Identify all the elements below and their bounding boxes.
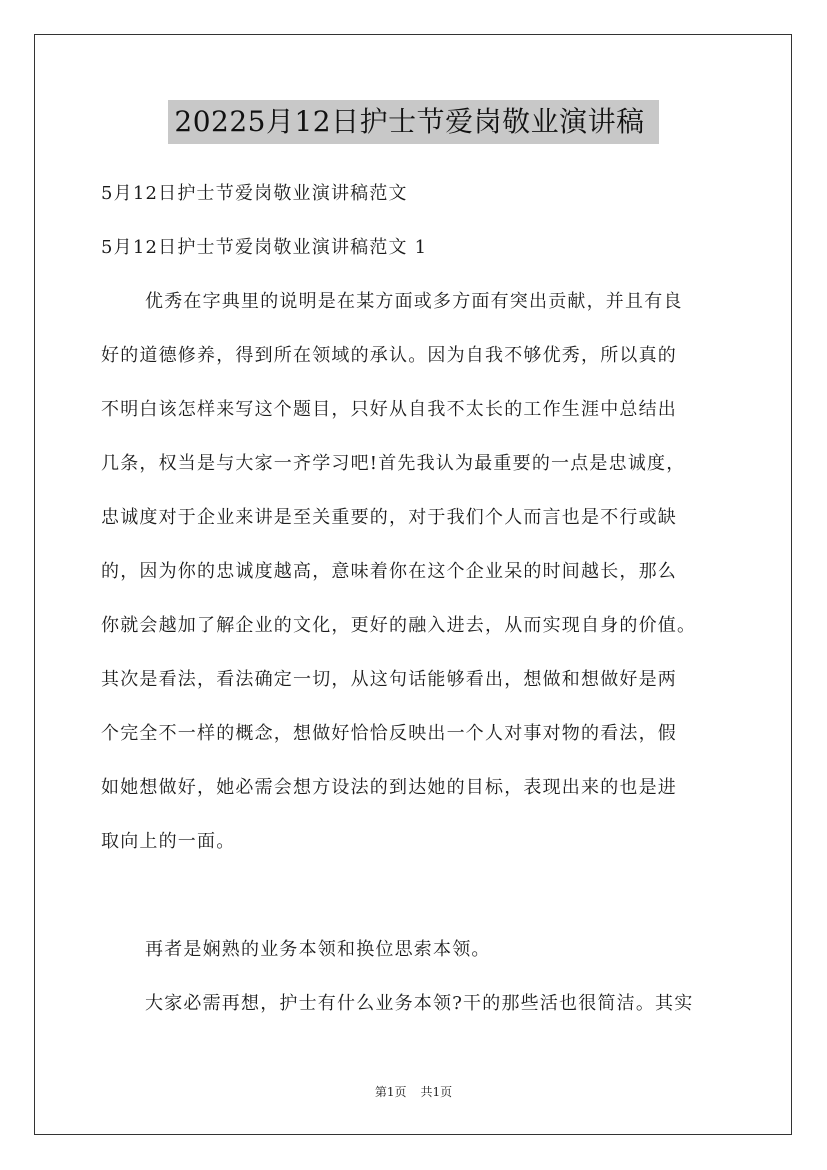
subtitle-line: 5月12日护士节爱岗敬业演讲稿范文 1 [101,237,428,258]
title-container [0,100,827,144]
subtitle-line: 5月12日护士节爱岗敬业演讲稿范文 [101,183,408,204]
page-footer [0,1084,827,1100]
paragraph-line: 其次是看法，看法确定一切，从这句话能够看出，想做和想做好是两 [101,669,677,690]
paragraph-line: 的，因为你的忠诚度越高，意味着你在这个企业呆的时间越长，那么 [101,561,677,582]
paragraph-line: 几条，权当是与大家一齐学习吧!首先我认为最重要的一点是忠诚度， [101,453,686,474]
document-title: 20225月12日护士节爱岗敬业演讲稿 [168,100,658,144]
paragraph-line: 你就会越加了解企业的文化，更好的融入进去，从而实现自身的价值。 [101,615,697,636]
paragraph-line: 忠诚度对于企业来讲是至关重要的，对于我们个人而言也是不行或缺 [101,507,677,528]
paragraph-line: 优秀在字典里的说明是在某方面或多方面有突出贡献，并且有良 [145,291,683,312]
page-number-current: 第1页 [374,1085,407,1099]
paragraph-line: 取向上的一面。 [101,831,236,852]
paragraph-2: 再者是娴熟的业务本领和换位思索本领。 [145,939,491,960]
paragraph-line: 好的道德修养，得到所在领域的承认。因为自我不够优秀，所以真的 [101,345,677,366]
paragraph-line: 个完全不一样的概念，想做好恰恰反映出一个人对事对物的看法，假 [101,723,677,744]
page-number-total: 共1页 [420,1085,453,1099]
paragraph-line: 如她想做好，她必需会想方设法的到达她的目标，表现出来的也是进 [101,777,677,798]
paragraph-3: 大家必需再想，护士有什么业务本领?干的那些活也很简洁。其实 [145,993,694,1014]
paragraph-line: 不明白该怎样来写这个题目，只好从自我不太长的工作生涯中总结出 [101,399,677,420]
